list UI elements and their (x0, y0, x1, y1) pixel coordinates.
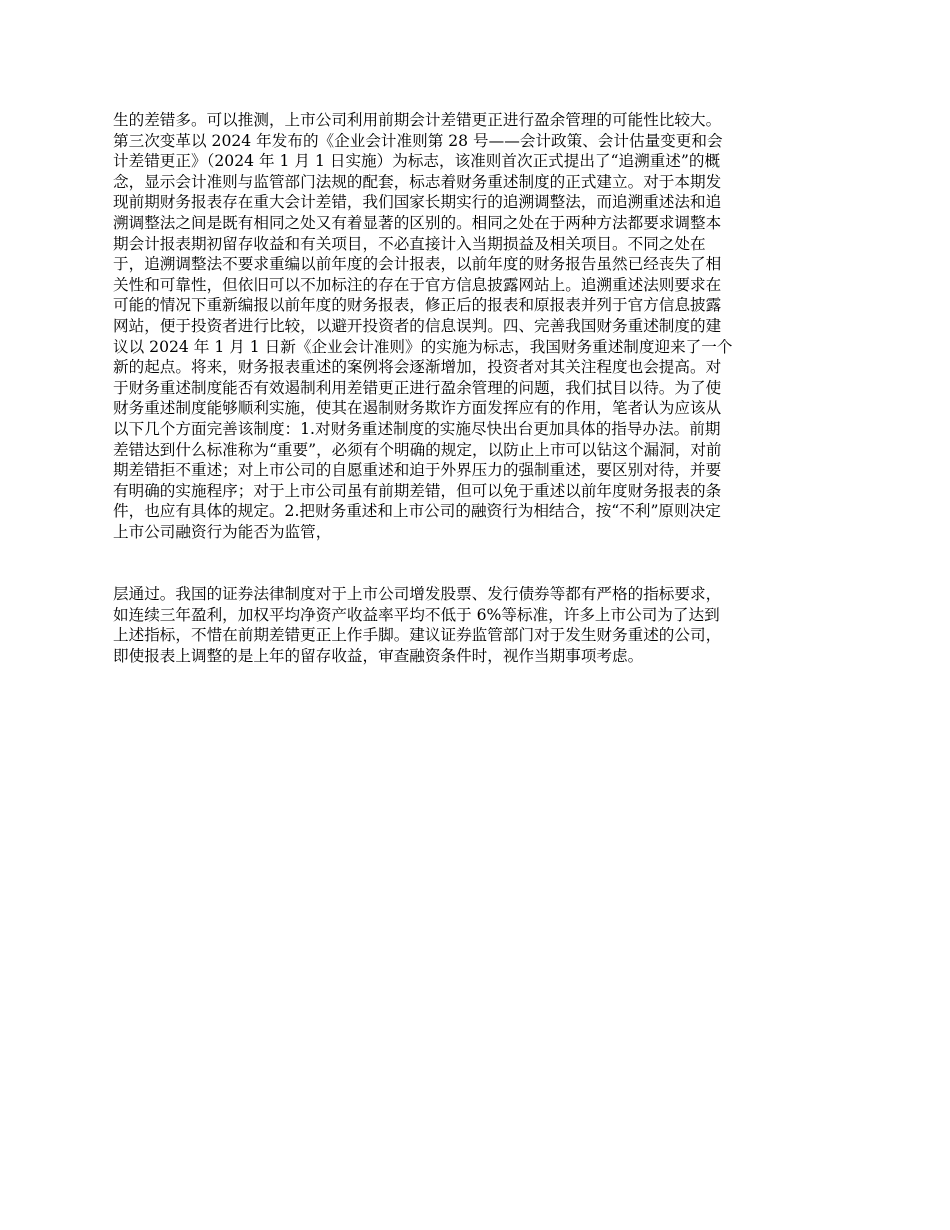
text-line: 计差错更正》（2024 年 1 月 1 日实施）为标志，该准则首次正式提出了“追溯重述”的概 (113, 152, 721, 171)
text-line: 即使报表上调整的是上年的留存收益，审查融资条件时，视作当期事项考虑。 (113, 646, 644, 665)
text-line: 于财务重述制度能否有效遏制利用差错更正进行盈余管理的问题，我们拭目以待。为了使 (113, 378, 722, 397)
text-line: 期会计报表期初留存收益和有关项目，不必直接计入当期损益及相关项目。不同之处在 (113, 234, 706, 253)
paragraph-2 (113, 584, 838, 666)
text-line: 期差错拒不重述；对上市公司的自愿重述和迫于外界压力的强制重述，要区别对待，并要 (113, 461, 722, 480)
text-line: 生的差错多。可以推测，上市公司利用前期会计差错更正进行盈余管理的可能性比较大。 (113, 111, 722, 129)
text-line: 件，也应有具体的规定。2.把财务重述和上市公司的融资行为相结合，按“不利”原则决定 (113, 502, 721, 521)
text-line: 层通过。我国的证券法律制度对于上市公司增发股票、发行债券等都有严格的指标要求， (113, 585, 722, 603)
text-line: 第三次变革以 2024 年发布的《企业会计准则第 28 号——会计政策、会计估量变更和会 (113, 131, 723, 150)
text-line: 于，追溯调整法不要求重编以前年度的会计报表，以前年度的财务报告虽然已经丧失了相 (113, 255, 722, 274)
text-line: 可能的情况下重新编报以前年度的财务报表，修正后的报表和原报表并列于官方信息披露 (113, 296, 722, 315)
text-line: 溯调整法之间是既有相同之处又有着显著的区别的。相同之处在于两种方法都要求调整本 (113, 213, 722, 232)
text-line: 现前期财务报表存在重大会计差错，我们国家长期实行的追溯调整法，而追溯重述法和追 (113, 193, 722, 212)
text-line: 关性和可靠性，但依旧可以不加标注的存在于官方信息披露网站上。追溯重述法则要求在 (113, 275, 722, 294)
paragraph-1 (113, 110, 838, 542)
text-line: 新的起点。将来，财务报表重述的案例将会逐渐增加，投资者对其关注程度也会提高。对 (113, 358, 722, 377)
text-line: 上述指标，不惜在前期差错更正上作手脚。建议证券监管部门对于发生财务重述的公司， (113, 626, 722, 645)
text-line: 以下几个方面完善该制度：1.对财务重述制度的实施尽快出台更加具体的指导办法。前期 (113, 419, 721, 438)
text-line: 如连续三年盈利，加权平均净资产收益率平均不低于 6%等标准，许多上市公司为了达到 (113, 605, 720, 624)
text-line: 上市公司融资行为能否为监管， (113, 522, 332, 541)
text-line: 议以 2024 年 1 月 1 日新《企业会计准则》的实施为标志，我国财务重述制度迎来了一个 (113, 337, 733, 356)
text-line: 差错达到什么标准称为“重要”，必须有个明确的规定，以防止上市可以钻这个漏洞，对前 (113, 440, 722, 459)
text-line: 网站，便于投资者进行比较，以避开投资者的信息误判。四、完善我国财务重述制度的建 (113, 316, 722, 335)
text-line: 念，显示会计准则与监管部门法规的配套，标志着财务重述制度的正式建立。对于本期发 (113, 172, 722, 191)
text-line: 财务重述制度能够顺利实施，使其在遏制财务欺诈方面发挥应有的作用，笔者认为应该从 (113, 399, 722, 418)
text-line: 有明确的实施程序；对于上市公司虽有前期差错，但可以免于重述以前年度财务报表的条 (113, 481, 722, 500)
